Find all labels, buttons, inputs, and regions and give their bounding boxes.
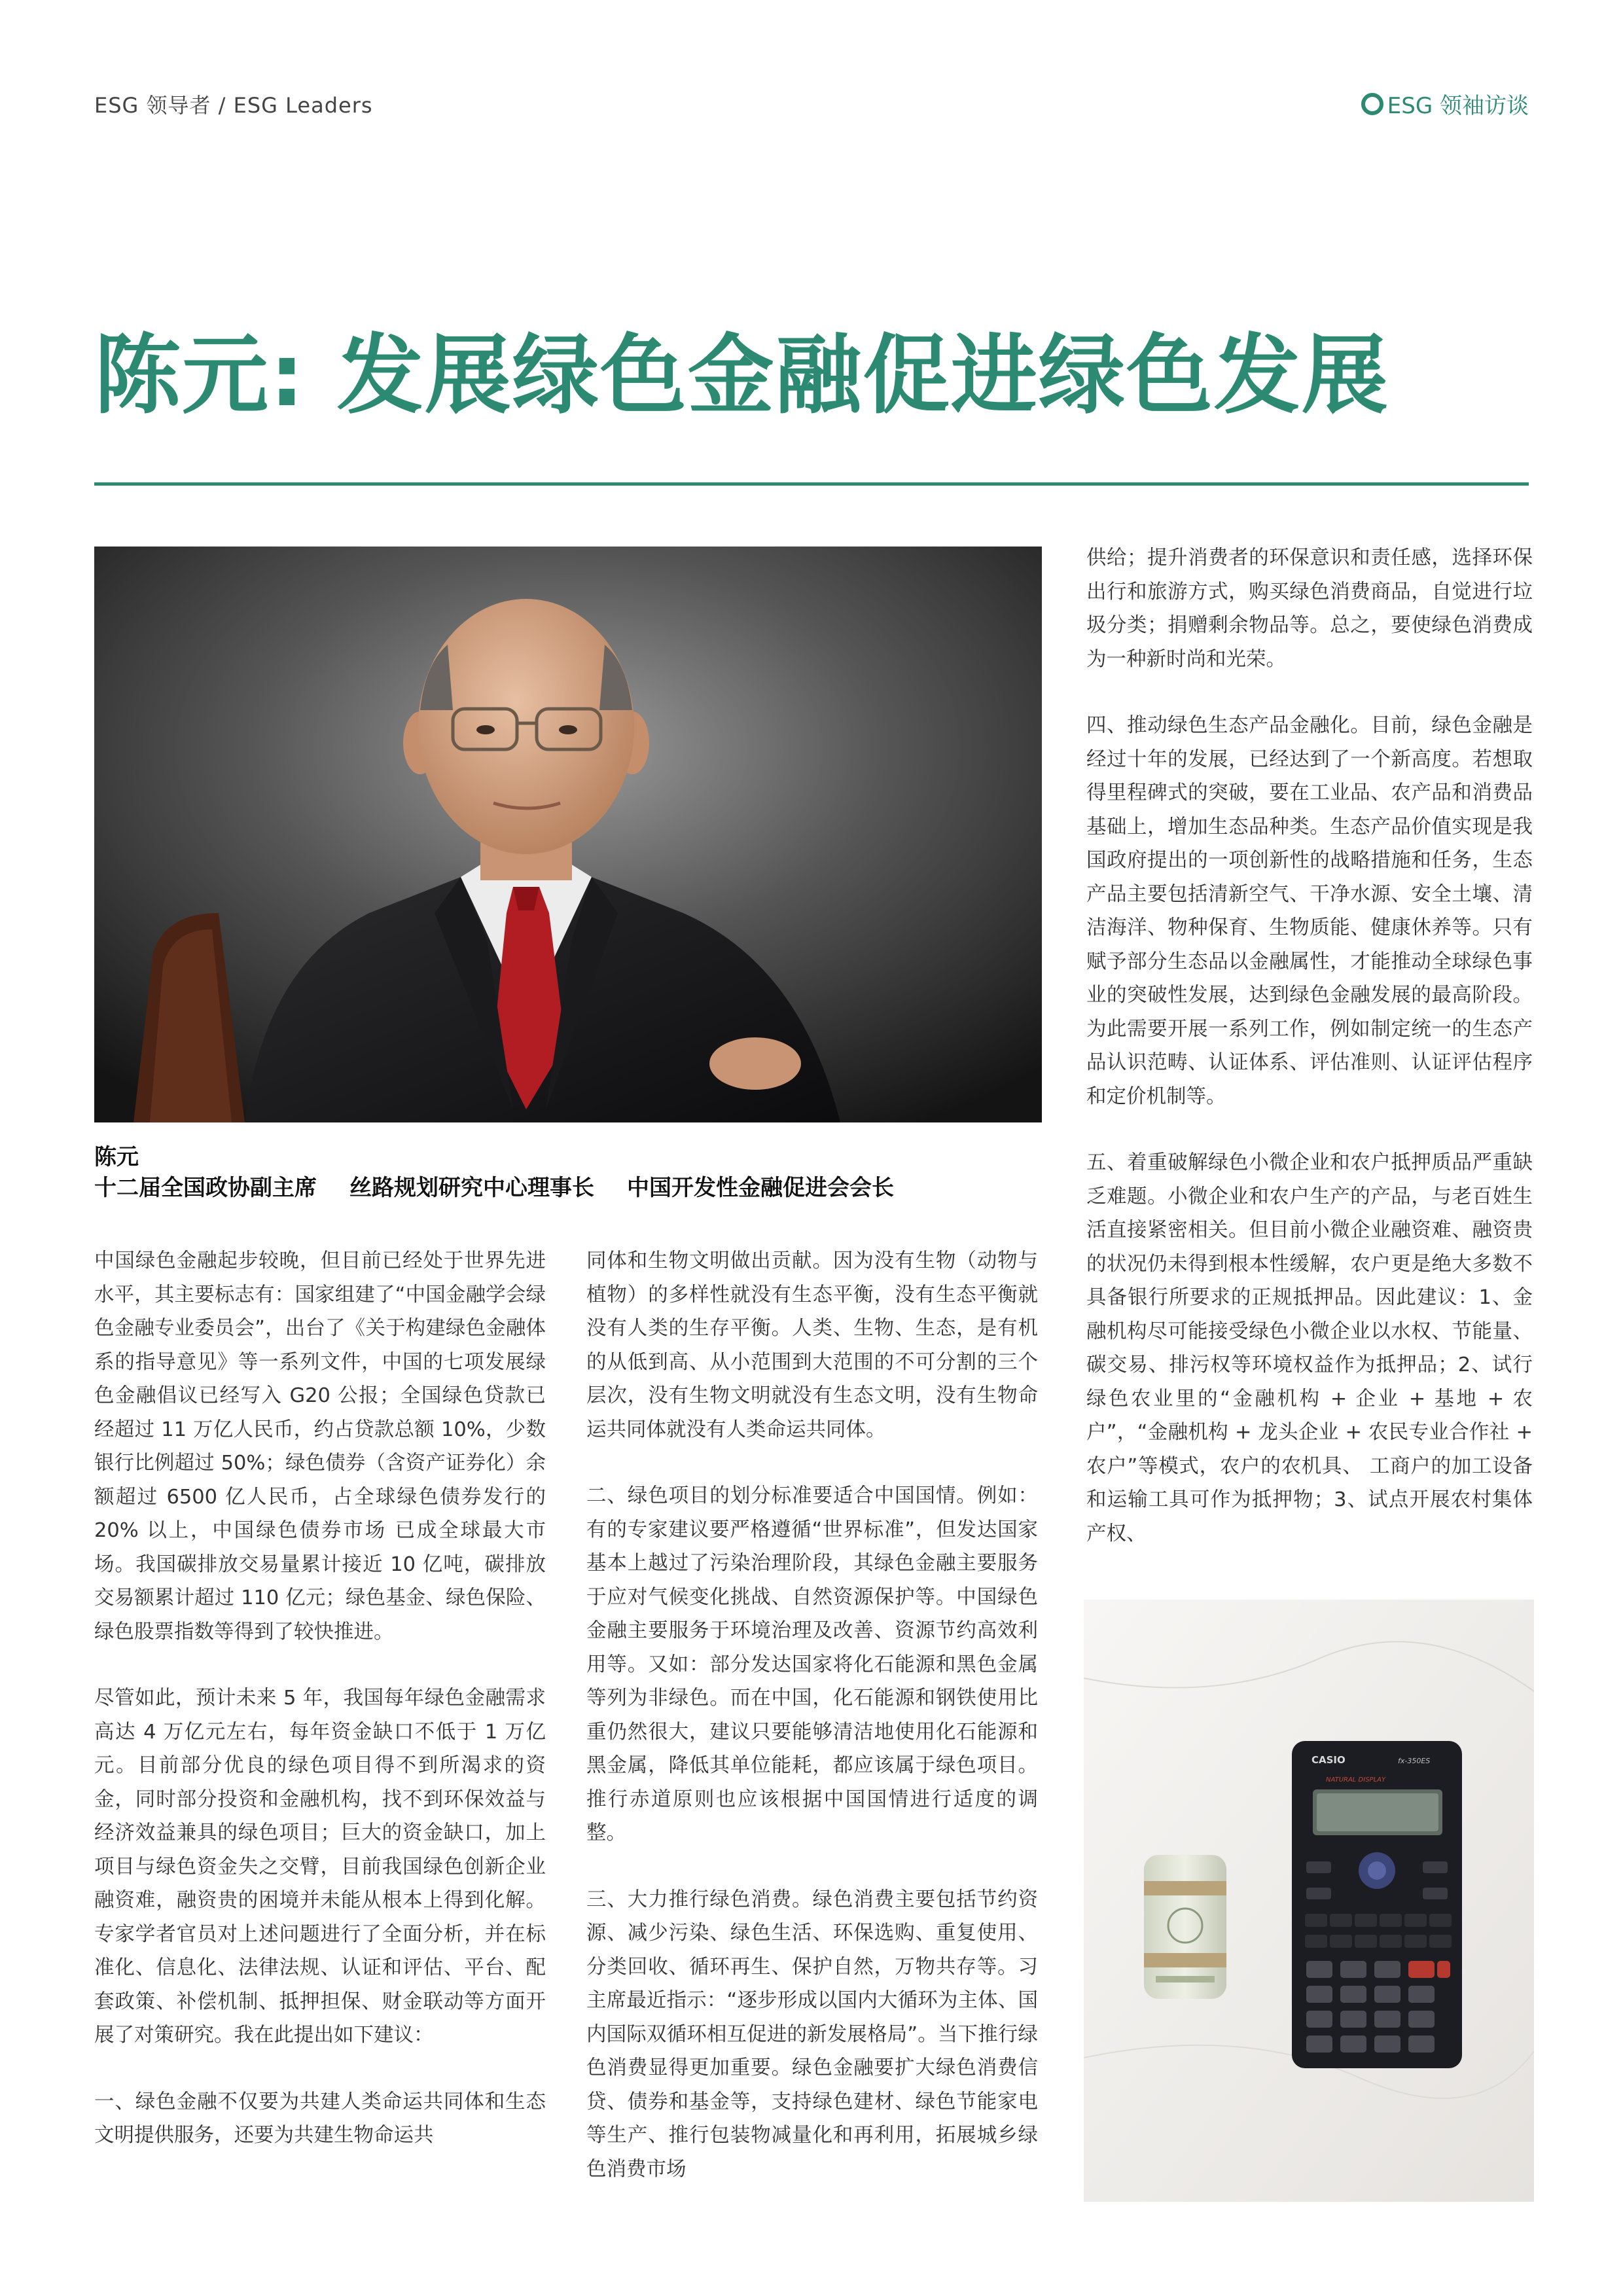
person-name: 陈元 [94,1144,139,1170]
paragraph: 中国绿色金融起步较晚，但目前已经处于世界先进水平，其主要标志有：国家组建了“中国金融学会绿色金融专业委员会”，出台了《关于构建绿色金融体系的指导意见》等一系列文件，中国的七项发展绿色金融倡议已经写入 G20 公报；全国绿色贷款已经超过 11 万亿人民币，约占贷款总额 10%，少数银行比例超过 50%；绿色债券（含资产证券化）余额超过 6500 亿人民币，占全球绿色债券发行的 20% 以上，中国绿色债券市场 已成全球最大市场。我国碳排放交易量累计接近 10 亿吨，碳排放交易额累计超过 110 亿元；绿色基金、绿色保险、绿色股票指数等得到了较快推进。 [94,1249,546,1643]
paragraph: 一、绿色金融不仅要为共建人类命运共同体和生态文明提供服务，还要为共建生物命运共 [94,2090,546,2147]
paragraph: 供给；提升消费者的环保意识和责任感，选择环保出行和旅游方式，购买绿色消费商品，自觉进行垃圾分类；捐赠剩余物品等。总之，要使绿色消费成为一种新时尚和光荣。 [1086,547,1533,671]
portrait-photo [94,547,1042,1122]
calculator-money-photo [1084,1600,1534,2202]
money-roll [1144,1855,1226,1999]
text-column-2 [586,1244,1038,2219]
running-header-section: ESG 领导者 / ESG Leaders [94,93,373,118]
running-header-column [1361,88,1529,120]
paragraph: 四、推动绿色生态产品金融化。目前，绿色金融是经过十年的发展，已经达到了一个新高度。若想取得里程碑式的突破，要在工业品、农产品和消费品基础上，增加生态品种类。生态产品价值实现是我国政府提出的一项创新性的战略措施和任务，生态产品主要包括清新空气、干净水源、安全土壤、清洁海洋、物种保育、生物质能、健康休养等。只有赋予部分生态品以金融属性，才能推动全球绿色事业的突破性发展，达到绿色金融发展的最高阶段。为此需要开展一系列工作，例如制定统一的生态产品认识范畴、认证体系、评估准则、认证评估程序和定价机制等。 [1086,714,1533,1108]
calculator-display-label: NATURAL DISPLAY [1326,1776,1386,1784]
position-title: 中国开发性金融促进会会长 [627,1175,894,1201]
calculator [1292,1741,1462,2068]
paragraph: 五、着重破解绿色小微企业和农户抵押质品严重缺乏难题。小微企业和农户生产的产品，与老百姓生活直接紧密相关。但目前小微企业融资难、融资贵的状况仍未得到根本性缓解，农户更是绝大多数不具备银行所要求的正规抵押品。因此建议：1、金融机构尽可能接受绿色小微企业以水权、节能量、碳交易、排污权等环境权益作为抵押品；2、试行绿色农业里的“金融机构 + 企业 + 基地 + 农户”，“金融机构 + 龙头企业 + 农民专业合作社 + 农户”等模式，农户的农机具、 工商户的加工设备和运输工具可作为抵押物；3、试点开展农村集体产权、 [1086,1151,1533,1545]
column-name: ESG 领袖访谈 [1387,93,1529,119]
circle-bullet-icon [1361,93,1383,115]
paragraph: 三、大力推行绿色消费。绿色消费主要包括节约资源、减少污染、绿色生活、环保选购、重复使用、分类回收、循环再生、保护自然，万物共存等。习主席最近指示：“逐步形成以国内大循环为主体、国内国际双循环相互促进的新发展格局”。当下推行绿色消费显得更加重要。绿色金融要扩大绿色消费信贷、债券和基金等，支持绿色建材、绿色节能家电等生产、推行包装物减量化和再利用，拓展城乡绿色消费市场 [586,1888,1038,2181]
calculator-brand: CASIO [1311,1754,1346,1766]
calculator-model: fx-350ES [1398,1757,1431,1765]
paragraph: 同体和生物文明做出贡献。因为没有生物（动物与植物）的多样性就没有生态平衡，没有生态平衡就没有人类的生存平衡。人类、生物、生态，是有机的从低到高、从小范围到大范围的不可分割的三个层次，没有生物文明就没有生态文明，没有生物命运共同体就没有人类命运共同体。 [586,1249,1038,1441]
position-title: 十二届全国政协副主席 [94,1175,317,1201]
paragraph: 二、绿色项目的划分标准要适合中国国情。例如：有的专家建议要严格遵循“世界标准”，但发达国家基本上越过了污染治理阶段，其绿色金融主要服务于应对气候变化挑战、自然资源保护等。中国绿色金融主要服务于环境治理及改善、资源节约高效利用等。又如：部分发达国家将化石能源和黑色金属等列为非绿色。而在中国，化石能源和钢铁使用比重仍然很大，建议只要能够清洁地使用化石能源和黑金属，降低其单位能耗，都应该属于绿色项目。推行赤道原则也应该根据中国国情进行适度的调整。 [586,1484,1038,1844]
title-divider [94,482,1529,486]
person-positions [94,1170,894,1202]
text-column-3 [1086,541,1533,1583]
article-title: 陈元: 发展绿色金融促进绿色发展 [94,325,1389,426]
paragraph: 尽管如此，预计未来 5 年，我国每年绿色金融需求高达 4 万亿元左右，每年资金缺口不低于 1 万亿元。目前部分优良的绿色项目得不到所渴求的资金，同时部分投资和金融机构，找不到环保效益与经济效益兼具的绿色项目；巨大的资金缺口，加上项目与绿色资金失之交臂，目前我国绿色创新企业融资难，融资贵的困境并未能从根本上得到化解。专家学者官员对上述问题进行了全面分析，并在标准化、信息化、法律法规、认证和评估、平台、配套政策、补偿机制、抵押担保、财金联动等方面开展了对策研究。我在此提出如下建议： [94,1687,546,2047]
position-title: 丝路规划研究中心理事长 [349,1175,594,1201]
text-column-1 [94,1244,546,2185]
